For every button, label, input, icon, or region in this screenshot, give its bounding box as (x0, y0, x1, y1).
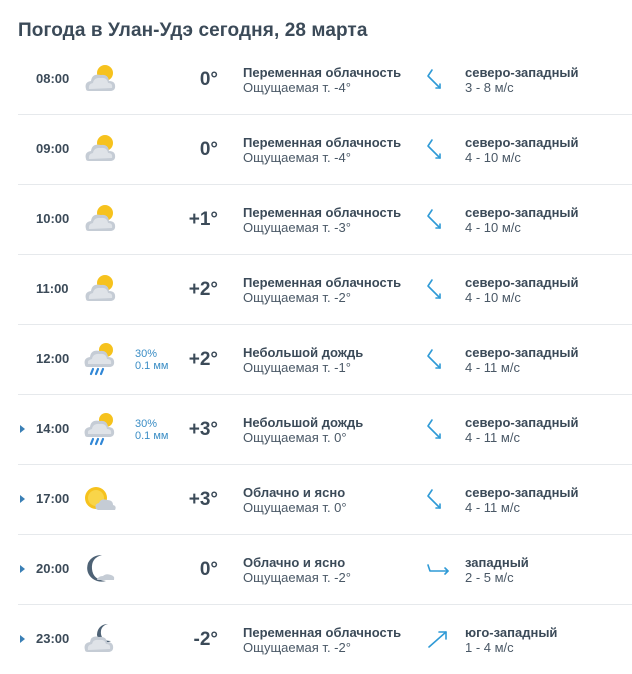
feels-like: Ощущаемая т. -2° (243, 570, 351, 585)
wind-direction: западный (465, 555, 529, 570)
precipitation-probability: 30% (135, 348, 158, 360)
moon-cloudy-icon (80, 619, 120, 657)
feels-like: Ощущаемая т. -2° (243, 640, 351, 655)
wind-arrow-w-icon (426, 557, 450, 581)
expand-caret-icon[interactable] (20, 425, 25, 433)
forecast-row (18, 255, 632, 325)
wind-speed: 3 - 8 м/с (465, 80, 514, 95)
feels-like: Ощущаемая т. -4° (243, 150, 351, 165)
condition (243, 275, 401, 305)
forecast-time: 12:00 (36, 351, 70, 366)
condition (243, 135, 401, 165)
temperature: +2° (188, 279, 218, 300)
expand-caret-icon[interactable] (20, 635, 25, 643)
condition (243, 555, 351, 585)
feels-like: Ощущаемая т. 0° (243, 500, 347, 515)
wind-direction: северо-западный (465, 485, 579, 500)
forecast-time: 17:00 (36, 491, 70, 506)
forecast-time: 20:00 (36, 561, 70, 576)
wind (465, 415, 579, 445)
temperature: -2° (193, 629, 218, 650)
partly-cloudy-icon (80, 269, 120, 307)
expand-caret-icon[interactable] (20, 565, 25, 573)
wind-arrow-nw-icon (426, 207, 450, 231)
wind (465, 65, 579, 95)
temperature: +1° (188, 209, 218, 230)
wind-direction: северо-западный (465, 205, 579, 220)
temperature: 0° (199, 139, 218, 160)
wind (465, 275, 579, 305)
wind (465, 205, 579, 235)
wind (465, 625, 557, 655)
condition-label: Облачно и ясно (243, 485, 346, 500)
wind-speed: 4 - 11 м/с (465, 500, 520, 515)
precipitation (135, 418, 168, 442)
condition (243, 65, 401, 95)
wind-direction: северо-западный (465, 415, 579, 430)
wind-direction: северо-западный (465, 135, 579, 150)
light-rain-icon (80, 339, 120, 377)
temperature: +3° (188, 489, 218, 510)
forecast-row (18, 185, 632, 255)
wind-arrow-nw-icon (426, 417, 450, 441)
wind-arrow-nw-icon (426, 137, 450, 161)
wind (465, 345, 579, 375)
wind-direction: северо-западный (465, 275, 579, 290)
wind-arrow-nw-icon (426, 277, 450, 301)
forecast-time: 09:00 (36, 141, 70, 156)
condition (243, 205, 401, 235)
forecast-row (18, 115, 632, 185)
condition-label: Переменная облачность (243, 625, 402, 640)
wind-speed: 4 - 10 м/с (465, 150, 521, 165)
wind-speed: 2 - 5 м/с (465, 570, 514, 585)
partly-cloudy-icon (80, 199, 120, 237)
wind-arrow-sw-icon (426, 627, 450, 651)
temperature: +2° (188, 349, 218, 370)
forecast-time: 14:00 (36, 421, 70, 436)
temperature: 0° (199, 559, 218, 580)
partly-cloudy-icon (80, 129, 120, 167)
temperature: 0° (199, 69, 218, 90)
forecast-time: 08:00 (36, 71, 70, 86)
precipitation-amount: 0.1 мм (135, 430, 169, 442)
feels-like: Ощущаемая т. 0° (243, 430, 347, 445)
forecast-row[interactable] (18, 395, 632, 465)
temperature: +3° (188, 419, 218, 440)
wind-direction: северо-западный (465, 345, 579, 360)
forecast-row (18, 45, 632, 115)
partly-cloudy-icon (80, 59, 120, 97)
wind-arrow-nw-icon (426, 67, 450, 91)
condition-label: Переменная облачность (243, 65, 402, 80)
condition-label: Небольшой дождь (243, 345, 364, 360)
light-rain-icon (80, 409, 120, 447)
feels-like: Ощущаемая т. -1° (243, 360, 351, 375)
condition-label: Облачно и ясно (243, 555, 346, 570)
condition-label: Переменная облачность (243, 275, 402, 290)
wind-direction: северо-западный (465, 65, 579, 80)
forecast-time: 23:00 (36, 631, 70, 646)
wind-arrow-nw-icon (426, 487, 450, 511)
condition (243, 345, 363, 375)
feels-like: Ощущаемая т. -3° (243, 220, 351, 235)
wind-speed: 4 - 11 м/с (465, 430, 520, 445)
feels-like: Ощущаемая т. -4° (243, 80, 351, 95)
forecast-row[interactable] (18, 605, 632, 674)
forecast-time: 11:00 (36, 281, 69, 296)
sun-behind-cloud-icon (80, 479, 120, 517)
wind-speed: 4 - 11 м/с (465, 360, 520, 375)
forecast-time: 10:00 (36, 211, 70, 226)
page-title: Погода в Улан-Удэ сегодня, 28 марта (18, 20, 368, 41)
wind (465, 485, 579, 515)
wind (465, 135, 579, 165)
forecast-row[interactable] (18, 465, 632, 535)
wind-speed: 4 - 10 м/с (465, 290, 521, 305)
precipitation-probability: 30% (135, 418, 158, 430)
wind (465, 555, 529, 585)
wind-speed: 4 - 10 м/с (465, 220, 521, 235)
wind-arrow-nw-icon (426, 347, 450, 371)
forecast-row[interactable] (18, 535, 632, 605)
forecast-row (18, 325, 632, 395)
wind-direction: юго-западный (465, 625, 558, 640)
wind-speed: 1 - 4 м/с (465, 640, 514, 655)
condition-label: Небольшой дождь (243, 415, 364, 430)
condition (243, 625, 401, 655)
moon-icon (80, 549, 120, 587)
precipitation (135, 348, 168, 372)
feels-like: Ощущаемая т. -2° (243, 290, 351, 305)
hourly-forecast-list (18, 45, 632, 674)
condition (243, 485, 347, 515)
condition (243, 415, 363, 445)
expand-caret-icon[interactable] (20, 495, 25, 503)
precipitation-amount: 0.1 мм (135, 360, 169, 372)
condition-label: Переменная облачность (243, 205, 402, 220)
condition-label: Переменная облачность (243, 135, 402, 150)
